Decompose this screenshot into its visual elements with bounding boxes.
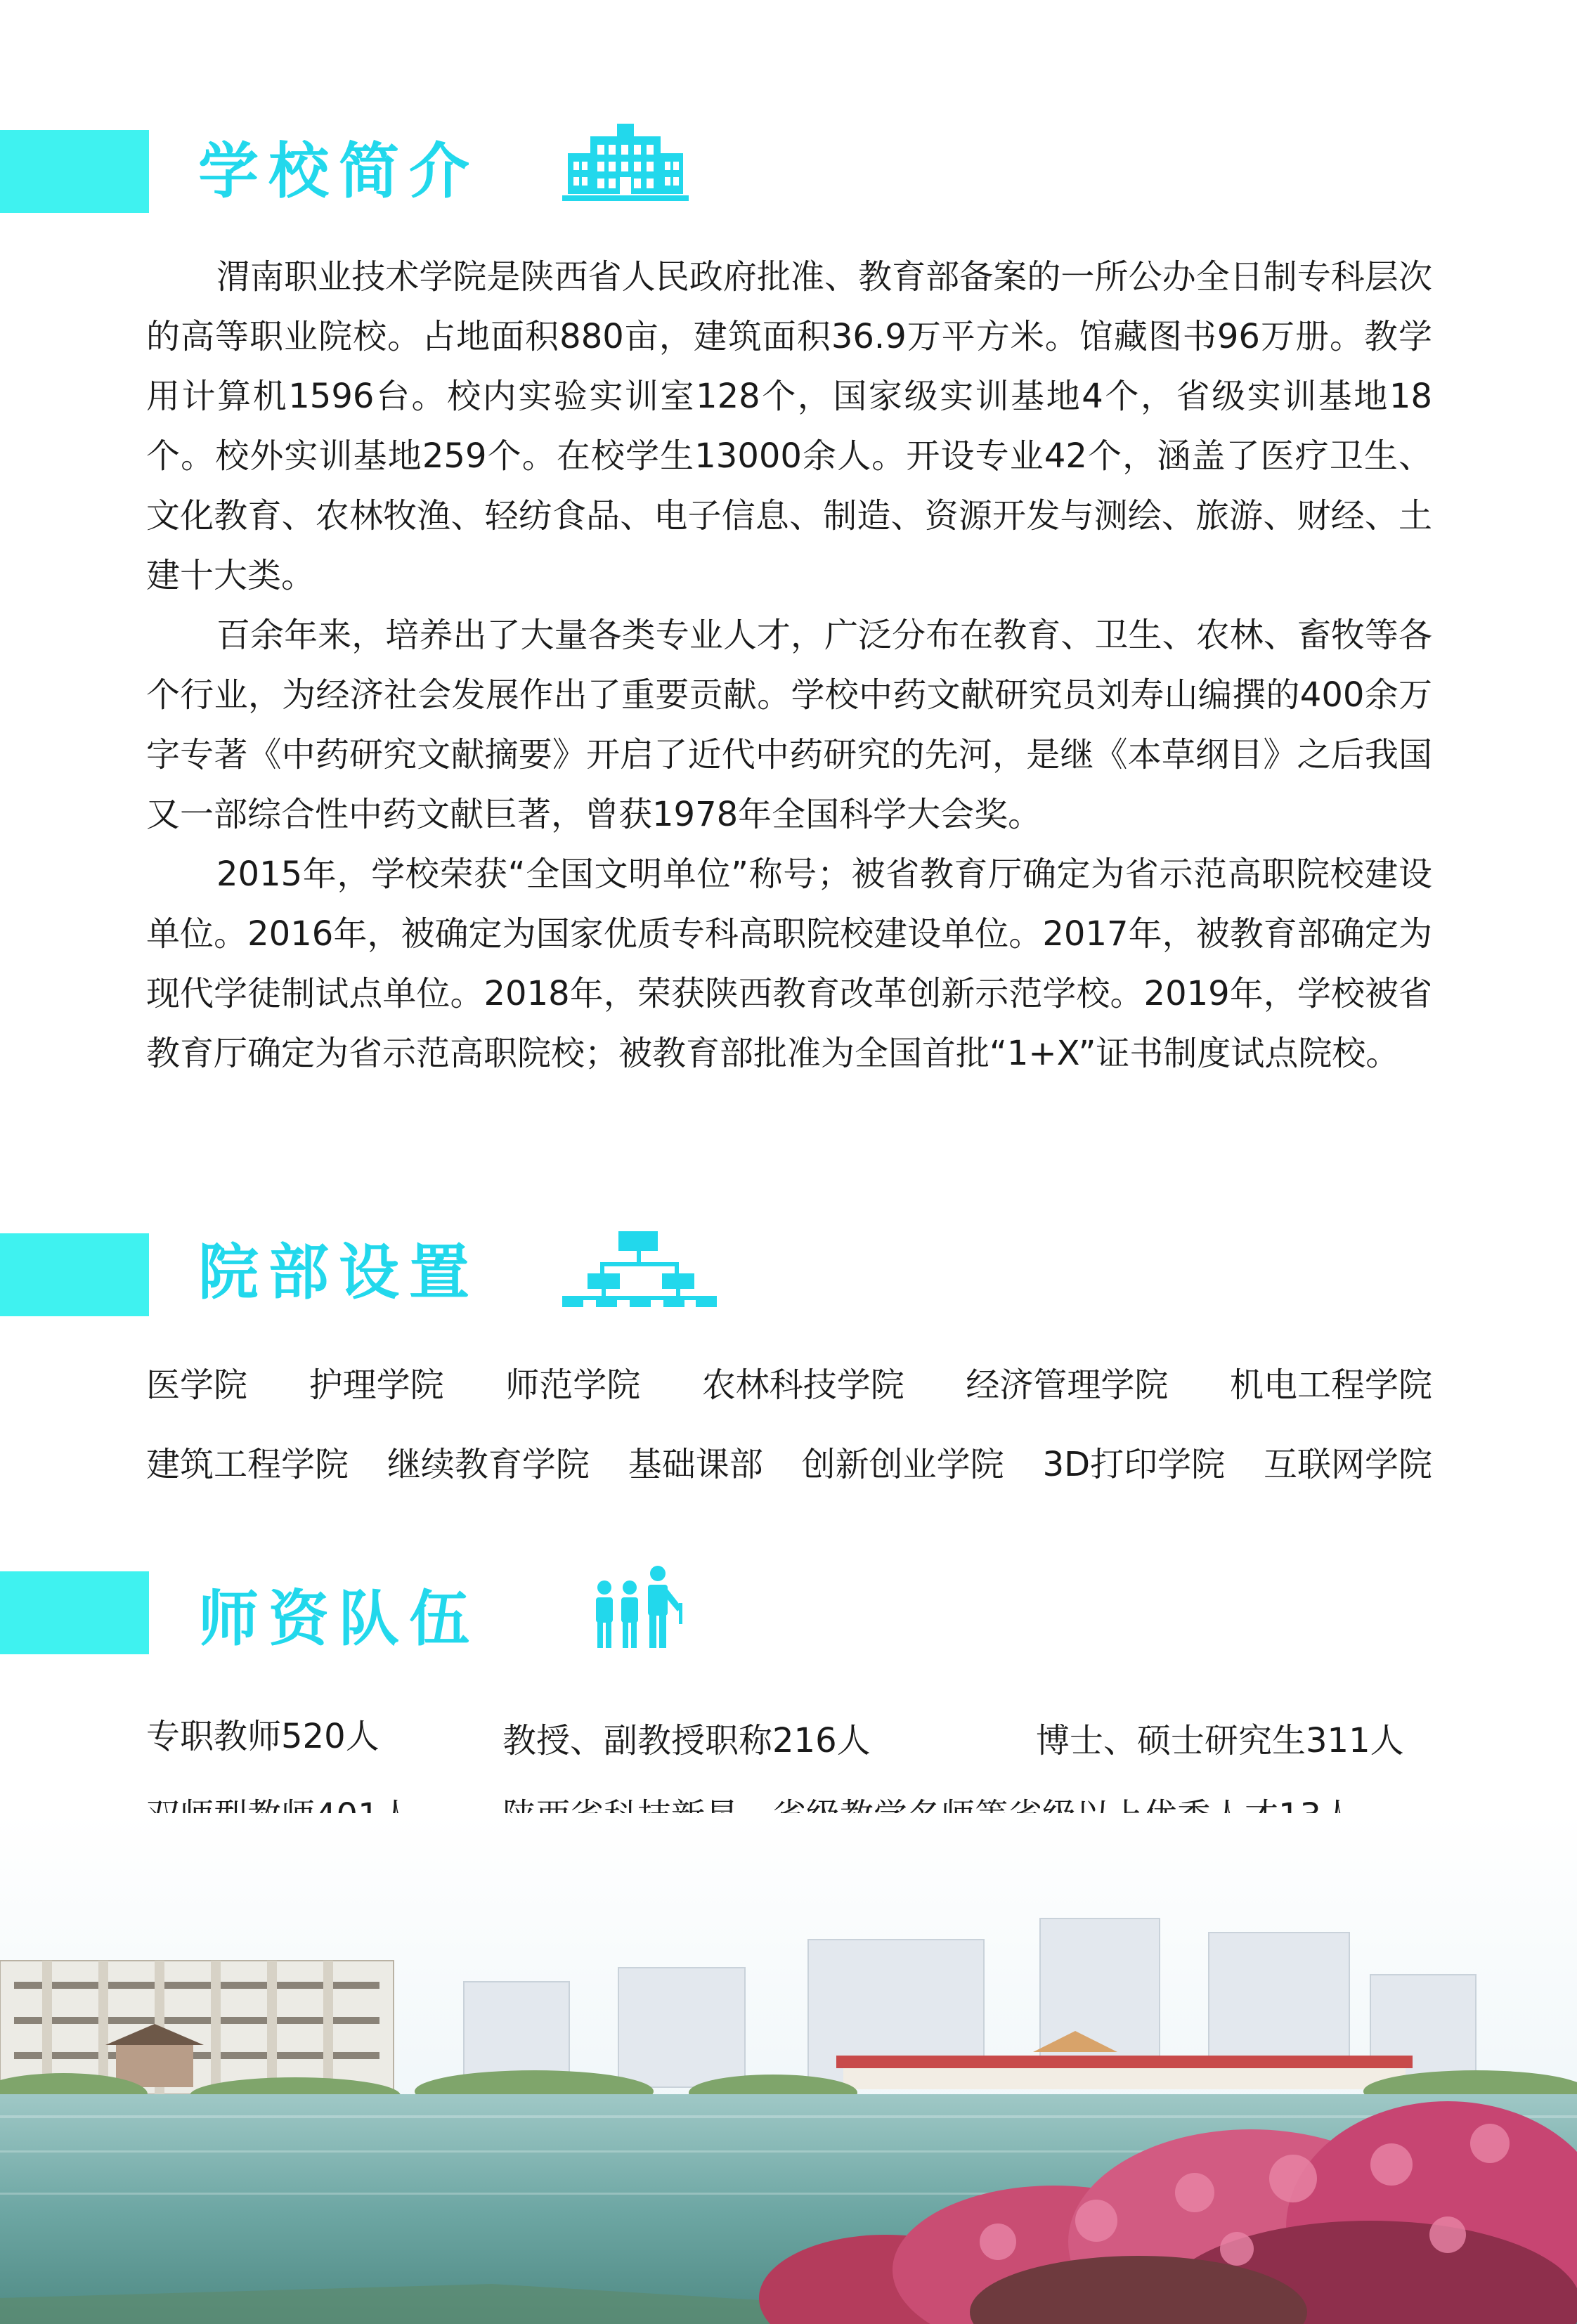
intro-paragraph: 渭南职业技术学院是陕西省人民政府批准、教育部备案的一所公办全日制专科层次的高等职业院校。占地面积880亩，建筑面积36.9万平方米。馆藏图书96万册。教学用计算机1596台。校内实验实训室128个，国家级实训基地4个，省级实训基地18个。校外实训基地259个。在校学生13000余人。开设专业42个，涵盖了医疗卫生、文化教育、农林牧渔、轻纺食品、电子信息、制造、资源开发与测绘、旅游、财经、土建十大类。 xyxy=(146,257,1432,595)
faculty-stat-doctors-masters: 博士、硕士研究生311人 xyxy=(1036,1721,1404,1760)
intro-paragraph: 百余年来，培养出了大量各类专业人才，广泛分布在教育、卫生、农林、畜牧等各个行业，为经济社会发展作出了重要贡献。学校中药文献研究员刘寿山编撰的400余万字专著《中药研究文献摘要》开启了近代中药研究的先河，是继《本草纲目》之后我国又一部综合性中药文献巨著，曾获1978年全国科学大会奖。 xyxy=(146,616,1432,834)
faculty-stat-fulltime: 专职教师520人 xyxy=(146,1717,379,1756)
teacher-group-icon xyxy=(590,1564,689,1651)
department-row-2 xyxy=(146,1437,1432,1486)
department-item: 经济管理学院 xyxy=(966,1365,1169,1405)
building-icon xyxy=(562,119,689,204)
department-item: 医学院 xyxy=(146,1365,248,1405)
intro-section-title: 学校简介 xyxy=(198,136,479,207)
campus-lake-photo xyxy=(0,1813,1577,2324)
faculty-stat-professors: 教授、副教授职称216人 xyxy=(502,1721,871,1760)
departments-accent-bar xyxy=(0,1233,149,1316)
department-item: 农林科技学院 xyxy=(701,1365,904,1405)
department-item: 创新创业学院 xyxy=(801,1445,1004,1484)
department-row-1 xyxy=(146,1358,1432,1406)
intro-paragraph: 2015年，学校荣获“全国文明单位”称号；被省教育厅确定为省示范高职院校建设单位。2016年，被确定为国家优质专科高职院校建设单位。2017年，被教育部确定为现代学徒制试点单位。2018年，荣获陕西教育改革创新示范学校。2019年，学校被省教育厅确定为省示范高职院校；被教育部批准为全国首批“1+X”证书制度试点院校。 xyxy=(146,855,1432,1073)
intro-accent-bar xyxy=(0,130,149,213)
intro-body xyxy=(146,247,1432,1084)
department-item: 基础课部 xyxy=(628,1445,763,1484)
department-item: 师范学院 xyxy=(505,1365,641,1405)
department-item: 互联网学院 xyxy=(1263,1445,1432,1484)
faculty-section-title: 师资队伍 xyxy=(198,1584,479,1654)
org-chart-icon xyxy=(562,1230,717,1307)
departments-section-title: 院部设置 xyxy=(198,1238,479,1308)
department-item: 3D打印学院 xyxy=(1042,1445,1226,1484)
department-item: 继续教育学院 xyxy=(387,1445,590,1484)
department-item: 机电工程学院 xyxy=(1229,1365,1432,1405)
department-item: 护理学院 xyxy=(309,1365,444,1405)
department-item: 建筑工程学院 xyxy=(146,1445,349,1484)
faculty-accent-bar xyxy=(0,1571,149,1654)
